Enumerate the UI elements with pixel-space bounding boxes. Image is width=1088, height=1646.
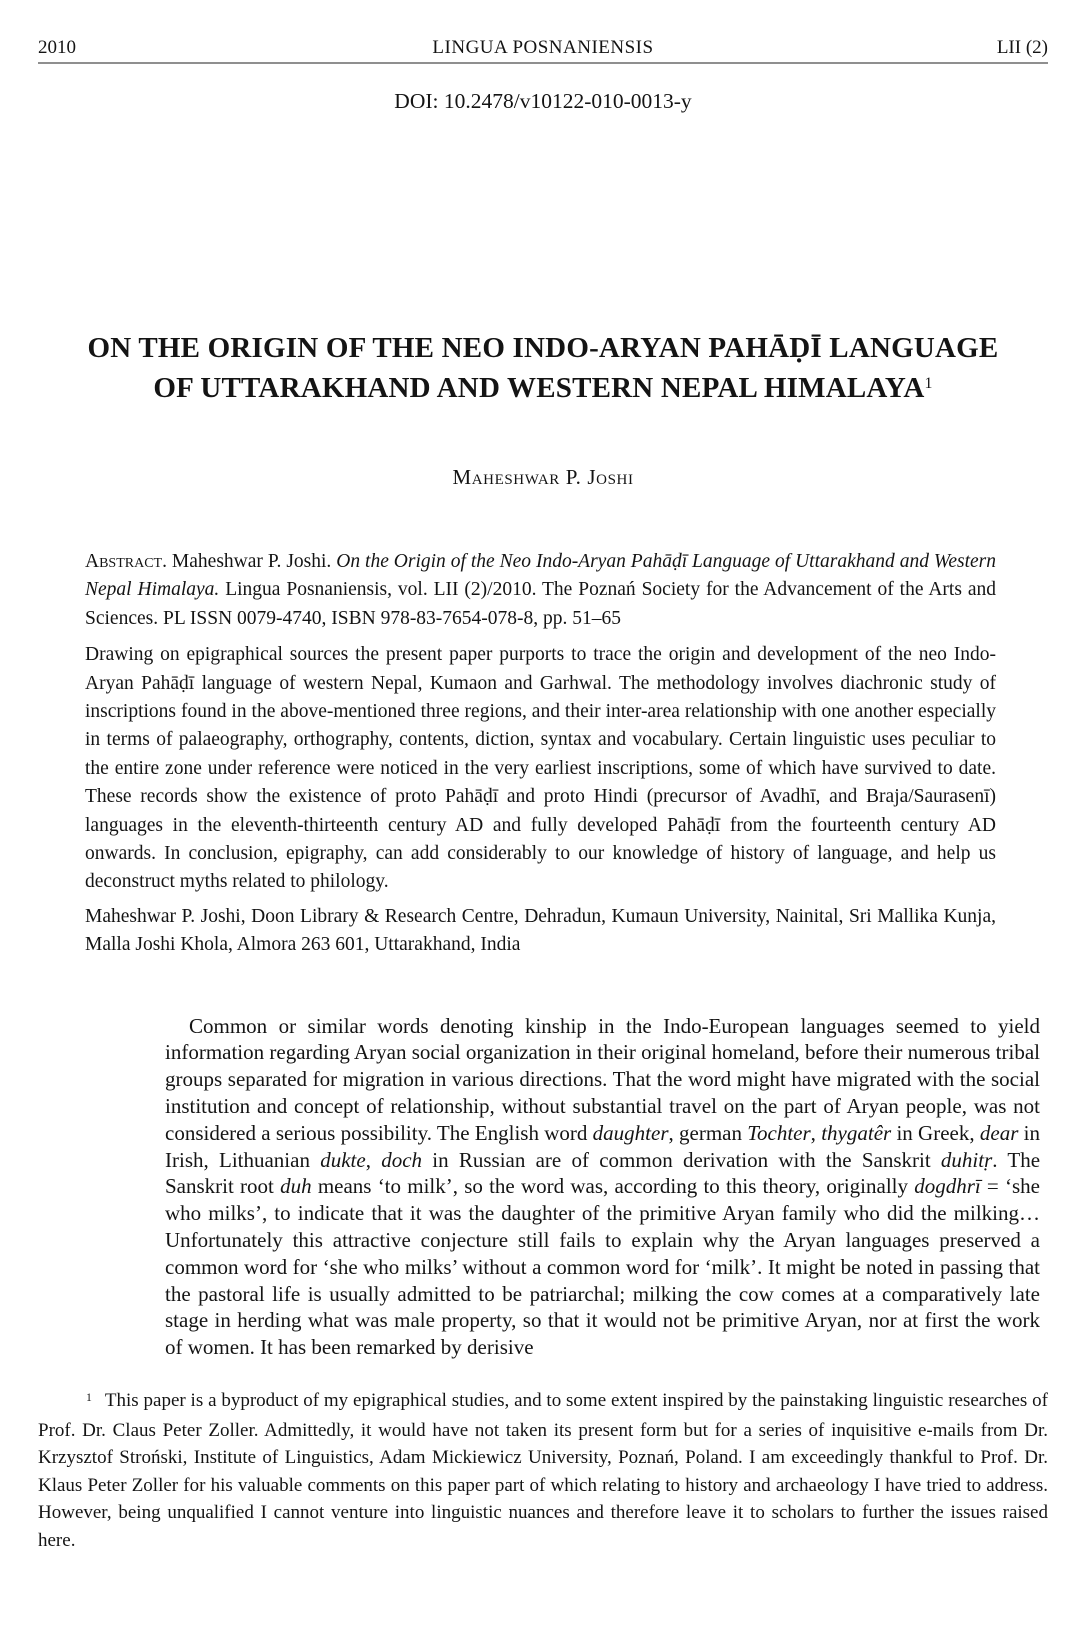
article-title-line-2: OF UTTARAKHAND AND WESTERN NEPAL HIMALAYA (153, 372, 925, 404)
article-title-line-1: ON THE ORIGIN OF THE NEO INDO-ARYAN PAHĀḌĪ LANGUAGE (87, 332, 999, 364)
abstract-section (85, 548, 1001, 960)
footnote-text: $^1$ This paper is a byproduct of my epigraphical studies, and to some extent inspired by the painstaking linguistic researches of Prof. Dr. Claus Peter Zoller. Admittedly, it would have not taken its present form but for a series of inquisitive e-mails from Dr. Krzysztof Stroński, Institute of Linguistics, Adam Mickiewicz University, Poznań, Poland. I am exceedingly thankful to Prof. Dr. Klaus Peter Zoller for his valuable comments on this paper part of which relating to history and archaeology I have tried to address. However, being unqualified I cannot venture into linguistic nuances and therefore leave it to scholars to further the issues raised here. (38, 1390, 1053, 1551)
running-head-journal-title: LINGUA POSNANIENSIS (432, 37, 654, 58)
abstract-body: Drawing on epigraphical sources the present paper purports to trace the origin and development of the neo Indo-Aryan Pahāḍī language of western Nepal, Kumaon and Garhwal. The methodology involves diachronic study of inscriptions found in the above-mentioned three regions, and their inter-area relationship with one another especially in terms of palaeography, orthography, contents, diction, syntax and vocabulary. Certain linguistic uses peculiar to the entire zone under reference were noticed in the very earliest inscriptions, some of which have survived to date. These records show the existence of proto Pahāḍī and proto Hindi (precursor of Avadhī, and Braja/Saurasenī) languages in the eleventh-thirteenth century AD and fully developed Pahāḍī from the fourteenth century AD onwards. In conclusion, epigraphy, can add considerably to our knowledge of history of language, and help us deconstruct myths related to philology. (85, 644, 996, 893)
doi-line: DOI: 10.2478/v10122-010-0013-y (394, 89, 692, 113)
running-head (38, 36, 1048, 60)
author-address: Maheshwar P. Joshi, Doon Library & Research Centre, Dehradun, Kumaun University, Nainital, Sri Mallika Kunja, Malla Joshi Khola, Almora 263 601, Uttarakhand, India (85, 905, 996, 956)
author-name: Maheshwar P. Joshi (452, 465, 634, 489)
running-head-volume-issue: LII (2) (996, 37, 1048, 58)
header-rule (38, 62, 1048, 64)
running-head-year: 2010 (38, 37, 76, 58)
title-footnote-reference: 1 (924, 375, 933, 393)
article-title (38, 328, 1048, 413)
abstract-citation: Abstract. Maheshwar P. Joshi. On the Origin of the Neo Indo-Aryan Pahāḍī Language of Uttarakhand and Western Nepal Himalaya. Lingua Posnaniensis, vol. LII (2)/2010. The Poznań Society for the Advancement of the Arts and Sciences. PL ISSN 0079-4740, ISBN 978-83-7654-078-8, pp. 51–65 (85, 551, 1001, 629)
body-quotation-paragraph: Common or similar words denoting kinship in the Indo-European languages seemed to yield information regarding Aryan social organization in their original homeland, before their numerous tribal groups separated for migration in various directions. That the word might have migrated with the social institution and concept of relationship, without substantial travel on the part of Aryan people, was not considered a serious possibility. The English word daughter, german Tochter, thygatêr in Greek, dear in Irish, Lithuanian dukte, doch in Russian are of common derivation with the Sanskrit duhitṛ. The Sanskrit root duh means ‘to milk’, so the word was, according to this theory, originally dogdhrī = ‘she who milks’, to indicate that it was the daughter of the primitive Aryan family who did the milking… Unfortunately this attractive conjecture still fails to explain why the Aryan languages preserved a common word for ‘she who milks’ without a common word for ‘milk’. It might be noted in passing that the pastoral life is usually admitted to be patriarchal; milking the cow comes at a comparatively late stage in herding what was male property, so that it would not be primitive Aryan, nor at first the work of women. It has been remarked by derisive (165, 1013, 1046, 1360)
